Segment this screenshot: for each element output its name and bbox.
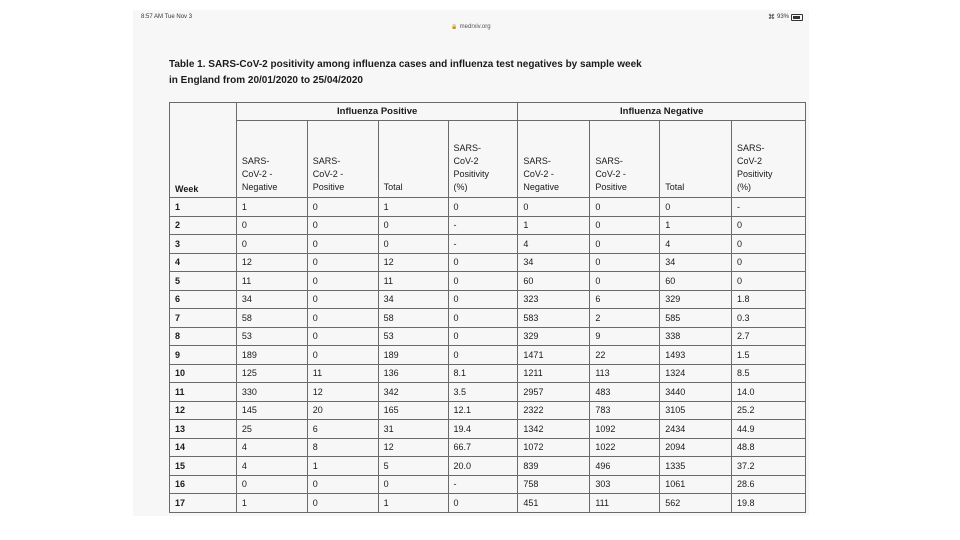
table-cell: 2957 bbox=[518, 383, 590, 402]
table-cell: 34 bbox=[378, 290, 448, 309]
table-cell: 1.5 bbox=[732, 346, 806, 365]
table-cell: 5 bbox=[378, 457, 448, 476]
table-cell: 483 bbox=[590, 383, 660, 402]
column-header bbox=[732, 121, 806, 198]
table-cell: 2 bbox=[590, 309, 660, 328]
table-cell: 0 bbox=[660, 198, 732, 217]
table-row bbox=[170, 401, 806, 420]
table-cell: 329 bbox=[518, 327, 590, 346]
table-cell: 0 bbox=[448, 290, 518, 309]
table-cell: 839 bbox=[518, 457, 590, 476]
table-cell: 8.5 bbox=[732, 364, 806, 383]
column-header-line: Positivity bbox=[737, 169, 773, 179]
table-cell: 0 bbox=[518, 198, 590, 217]
table-cell: 189 bbox=[236, 346, 307, 365]
week-cell: 1 bbox=[170, 198, 237, 217]
table-cell: 0 bbox=[378, 235, 448, 254]
column-header-line: (%) bbox=[453, 182, 468, 192]
table-cell: 3.5 bbox=[448, 383, 518, 402]
table-cell: 125 bbox=[236, 364, 307, 383]
table-row bbox=[170, 290, 806, 309]
table-cell: 0.3 bbox=[732, 309, 806, 328]
table-cell: 2.7 bbox=[732, 327, 806, 346]
table-cell: 1211 bbox=[518, 364, 590, 383]
table-cell: 8.1 bbox=[448, 364, 518, 383]
table-cell: 66.7 bbox=[448, 438, 518, 457]
column-header-row bbox=[170, 121, 806, 198]
table-cell: 11 bbox=[378, 272, 448, 291]
status-bar bbox=[133, 10, 809, 24]
table-cell: 20.0 bbox=[448, 457, 518, 476]
table-row bbox=[170, 272, 806, 291]
table-cell: 22 bbox=[590, 346, 660, 365]
table-cell: 2094 bbox=[660, 438, 732, 457]
wifi-icon: ⌘ bbox=[767, 14, 775, 21]
table-row bbox=[170, 457, 806, 476]
table-cell: 0 bbox=[307, 235, 378, 254]
table-row bbox=[170, 216, 806, 235]
week-cell: 16 bbox=[170, 475, 237, 494]
table-cell: 12 bbox=[378, 253, 448, 272]
week-cell: 6 bbox=[170, 290, 237, 309]
week-cell: 9 bbox=[170, 346, 237, 365]
table-cell: 113 bbox=[590, 364, 660, 383]
week-cell: 11 bbox=[170, 383, 237, 402]
week-cell: 2 bbox=[170, 216, 237, 235]
table-cell: 1324 bbox=[660, 364, 732, 383]
table-cell: 1 bbox=[378, 494, 448, 513]
table-cell: 1471 bbox=[518, 346, 590, 365]
table-cell: 758 bbox=[518, 475, 590, 494]
column-header-line: CoV-2 - bbox=[241, 169, 273, 179]
table-cell: 12 bbox=[307, 383, 378, 402]
table-cell: 44.9 bbox=[732, 420, 806, 439]
table-cell: 58 bbox=[378, 309, 448, 328]
table-cell: - bbox=[448, 475, 518, 494]
column-header bbox=[378, 121, 448, 198]
table-cell: 58 bbox=[236, 309, 307, 328]
table-cell: 783 bbox=[590, 401, 660, 420]
column-header bbox=[236, 121, 307, 198]
table-cell: 323 bbox=[518, 290, 590, 309]
table-cell: 19.4 bbox=[448, 420, 518, 439]
table-row bbox=[170, 253, 806, 272]
url-bar[interactable] bbox=[133, 24, 809, 30]
table-cell: 20 bbox=[307, 401, 378, 420]
table-row bbox=[170, 235, 806, 254]
caption-line-1: Table 1. SARS-CoV-2 positivity among influenza cases and influenza test negatives by sample week bbox=[169, 59, 642, 70]
table-row bbox=[170, 383, 806, 402]
column-header-line: SARS- bbox=[453, 143, 482, 153]
table-cell: 0 bbox=[448, 253, 518, 272]
table-row bbox=[170, 420, 806, 439]
column-header bbox=[448, 121, 518, 198]
column-header-line: CoV-2 bbox=[737, 156, 763, 166]
week-cell: 13 bbox=[170, 420, 237, 439]
table-cell: 12.1 bbox=[448, 401, 518, 420]
table-caption bbox=[169, 57, 769, 89]
table-cell: 6 bbox=[590, 290, 660, 309]
table-cell: 0 bbox=[378, 475, 448, 494]
column-header-line: Positive bbox=[595, 182, 627, 192]
table-row bbox=[170, 364, 806, 383]
group-header-influenza-positive: Influenza Positive bbox=[236, 103, 518, 121]
table-cell: 48.8 bbox=[732, 438, 806, 457]
table-cell: 1 bbox=[236, 198, 307, 217]
table-cell: 0 bbox=[378, 216, 448, 235]
table-row bbox=[170, 438, 806, 457]
status-time: 8:57 AM Tue Nov 3 bbox=[141, 14, 193, 20]
week-cell: 12 bbox=[170, 401, 237, 420]
battery-icon bbox=[791, 14, 803, 21]
table-cell: 0 bbox=[590, 253, 660, 272]
caption-line-2: in England from 20/01/2020 to 25/04/2020 bbox=[169, 75, 363, 86]
table-row bbox=[170, 309, 806, 328]
table-cell: 0 bbox=[448, 327, 518, 346]
table-cell: 189 bbox=[378, 346, 448, 365]
lock-icon: 🔒 bbox=[451, 24, 458, 30]
table-cell: 60 bbox=[518, 272, 590, 291]
column-header-line: Total bbox=[665, 182, 685, 192]
table-cell: 4 bbox=[236, 457, 307, 476]
table-cell: 0 bbox=[732, 216, 806, 235]
table-cell: 1 bbox=[307, 457, 378, 476]
table-cell: 0 bbox=[590, 235, 660, 254]
table-cell: 0 bbox=[307, 272, 378, 291]
week-cell: 8 bbox=[170, 327, 237, 346]
table-cell: 6 bbox=[307, 420, 378, 439]
week-header: Week bbox=[170, 103, 237, 198]
table-row bbox=[170, 198, 806, 217]
table-cell: 0 bbox=[732, 272, 806, 291]
table-cell: 0 bbox=[732, 253, 806, 272]
table-cell: 37.2 bbox=[732, 457, 806, 476]
status-indicators bbox=[768, 13, 803, 21]
table-row bbox=[170, 475, 806, 494]
column-header-line: Positive bbox=[312, 182, 345, 192]
column-header-line: Total bbox=[383, 182, 403, 192]
table-cell: 0 bbox=[448, 494, 518, 513]
column-header-line: SARS- bbox=[523, 156, 551, 166]
table-cell: 0 bbox=[307, 253, 378, 272]
table-cell: 562 bbox=[660, 494, 732, 513]
table-row bbox=[170, 494, 806, 513]
table-body bbox=[170, 198, 806, 513]
table-cell: - bbox=[448, 216, 518, 235]
table-cell: 4 bbox=[660, 235, 732, 254]
column-header-line: CoV-2 - bbox=[595, 169, 626, 179]
table-cell: 585 bbox=[660, 309, 732, 328]
table-cell: 338 bbox=[660, 327, 732, 346]
column-header-line: SARS- bbox=[241, 156, 270, 166]
column-header-line: Positivity bbox=[453, 169, 490, 179]
table-cell: 9 bbox=[590, 327, 660, 346]
table-cell: 1 bbox=[378, 198, 448, 217]
table-cell: 1072 bbox=[518, 438, 590, 457]
table-cell: 11 bbox=[307, 364, 378, 383]
table-cell: 0 bbox=[448, 198, 518, 217]
table-cell: 1061 bbox=[660, 475, 732, 494]
table-cell: 496 bbox=[590, 457, 660, 476]
battery-percent: 93% bbox=[776, 14, 789, 20]
table-cell: 1 bbox=[236, 494, 307, 513]
table-cell: 0 bbox=[590, 216, 660, 235]
data-table bbox=[169, 102, 806, 513]
table-cell: 0 bbox=[590, 198, 660, 217]
week-cell: 15 bbox=[170, 457, 237, 476]
table-cell: 2322 bbox=[518, 401, 590, 420]
table-cell: 451 bbox=[518, 494, 590, 513]
table-cell: 583 bbox=[518, 309, 590, 328]
table-cell: 0 bbox=[307, 346, 378, 365]
week-cell: 7 bbox=[170, 309, 237, 328]
table-cell: - bbox=[732, 198, 806, 217]
week-cell: 10 bbox=[170, 364, 237, 383]
table-cell: 330 bbox=[236, 383, 307, 402]
column-header-line: Negative bbox=[241, 182, 278, 192]
table-cell: 0 bbox=[307, 309, 378, 328]
table-cell: 19.8 bbox=[732, 494, 806, 513]
table-cell: 34 bbox=[236, 290, 307, 309]
table-cell: 0 bbox=[448, 346, 518, 365]
table-cell: 0 bbox=[307, 198, 378, 217]
week-cell: 14 bbox=[170, 438, 237, 457]
table-cell: 31 bbox=[378, 420, 448, 439]
table-cell: 136 bbox=[378, 364, 448, 383]
table-cell: 53 bbox=[378, 327, 448, 346]
table-cell: 1022 bbox=[590, 438, 660, 457]
table-cell: 2434 bbox=[660, 420, 732, 439]
column-header-line: CoV-2 - bbox=[523, 169, 554, 179]
table-cell: 1 bbox=[518, 216, 590, 235]
table-row bbox=[170, 346, 806, 365]
table-row bbox=[170, 327, 806, 346]
column-header bbox=[590, 121, 660, 198]
column-header-line: SARS- bbox=[312, 156, 341, 166]
table-cell: 25 bbox=[236, 420, 307, 439]
week-cell: 17 bbox=[170, 494, 237, 513]
table-cell: 14.0 bbox=[732, 383, 806, 402]
table-cell: 4 bbox=[518, 235, 590, 254]
table-cell: 145 bbox=[236, 401, 307, 420]
table-cell: 12 bbox=[236, 253, 307, 272]
table-cell: 25.2 bbox=[732, 401, 806, 420]
column-header-line: SARS- bbox=[595, 156, 623, 166]
table-cell: - bbox=[448, 235, 518, 254]
table-cell: 342 bbox=[378, 383, 448, 402]
column-header-line: CoV-2 bbox=[453, 156, 479, 166]
table-cell: 0 bbox=[307, 290, 378, 309]
table-cell: 28.6 bbox=[732, 475, 806, 494]
column-header bbox=[307, 121, 378, 198]
table-cell: 34 bbox=[660, 253, 732, 272]
table-cell: 0 bbox=[590, 272, 660, 291]
table-cell: 0 bbox=[448, 272, 518, 291]
table-cell: 11 bbox=[236, 272, 307, 291]
tablet-screen bbox=[133, 10, 809, 516]
table-cell: 12 bbox=[378, 438, 448, 457]
table-cell: 1493 bbox=[660, 346, 732, 365]
table-cell: 3105 bbox=[660, 401, 732, 420]
table-cell: 303 bbox=[590, 475, 660, 494]
table-cell: 0 bbox=[307, 216, 378, 235]
table-cell: 1 bbox=[660, 216, 732, 235]
column-header-line: CoV-2 - bbox=[312, 169, 344, 179]
table-cell: 0 bbox=[236, 475, 307, 494]
week-cell: 3 bbox=[170, 235, 237, 254]
table-cell: 0 bbox=[448, 309, 518, 328]
table-cell: 111 bbox=[590, 494, 660, 513]
table-cell: 0 bbox=[236, 216, 307, 235]
column-header-line: (%) bbox=[737, 182, 752, 192]
table-cell: 0 bbox=[307, 327, 378, 346]
group-header-row bbox=[170, 103, 806, 121]
column-header bbox=[518, 121, 590, 198]
table-cell: 0 bbox=[732, 235, 806, 254]
table-cell: 1092 bbox=[590, 420, 660, 439]
table-cell: 165 bbox=[378, 401, 448, 420]
table-cell: 329 bbox=[660, 290, 732, 309]
week-cell: 4 bbox=[170, 253, 237, 272]
table-cell: 3440 bbox=[660, 383, 732, 402]
table-cell: 1342 bbox=[518, 420, 590, 439]
table-cell: 0 bbox=[307, 475, 378, 494]
column-header-line: SARS- bbox=[737, 143, 765, 153]
week-cell: 5 bbox=[170, 272, 237, 291]
group-header-influenza-negative: Influenza Negative bbox=[518, 103, 806, 121]
table-cell: 34 bbox=[518, 253, 590, 272]
table-cell: 8 bbox=[307, 438, 378, 457]
column-header bbox=[660, 121, 732, 198]
table-cell: 1335 bbox=[660, 457, 732, 476]
column-header-line: Negative bbox=[523, 182, 559, 192]
table-cell: 53 bbox=[236, 327, 307, 346]
table-cell: 0 bbox=[236, 235, 307, 254]
table-cell: 4 bbox=[236, 438, 307, 457]
table-cell: 1.8 bbox=[732, 290, 806, 309]
url-domain: medrxiv.org bbox=[459, 24, 491, 30]
table-cell: 60 bbox=[660, 272, 732, 291]
table-cell: 0 bbox=[307, 494, 378, 513]
